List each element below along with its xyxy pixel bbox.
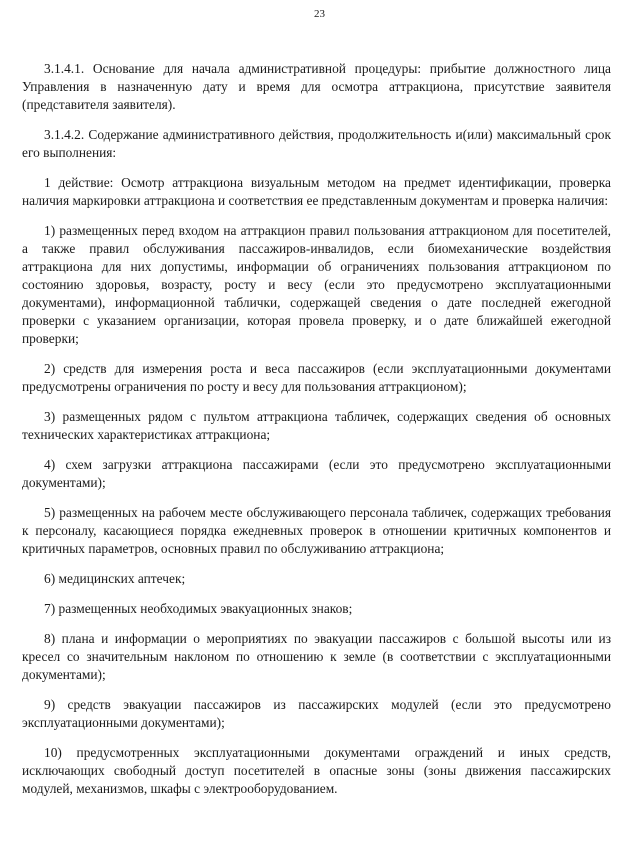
list-item-1: 1) размещенных перед входом на аттракцион правил пользования аттракционом для посетителей, а также правил обслуживания пассажиров-инвалидов, если биомеханические воздействия аттракциона для них допустимы, информации об ограничениях пользования аттракционом по состоянию здоровья, возрасту, росту и весу (если это предусмотрено эксплуатационными документами), информационной таблички, содержащей сведения о дате последней ежегодной проверки с указанием организации, которая провела проверку, и о дате ближайшей ежегодной проверки; — [22, 223, 611, 346]
list-item-9: 9) средств эвакуации пассажиров из пассажирских модулей (если это предусмотрено эксплуатационными документами); — [22, 697, 611, 730]
paragraph-3-1-4-1: 3.1.4.1. Основание для начала административной процедуры: прибытие должностного лица Управления в назначенную дату и время для осмотра аттракциона, присутствие заявителя (представителя заявителя). — [22, 61, 611, 112]
list-item-4: 4) схем загрузки аттракциона пассажирами (если это предусмотрено эксплуатационными документами); — [22, 457, 611, 490]
list-item-10: 10) предусмотренных эксплуатационными документами ограждений и иных средств, исключающих свободный доступ посетителей в опасные зоны (зоны движения пассажирских модулей, механизмов, шкафы с электрооборудованием. — [22, 745, 611, 796]
document-body — [22, 60, 611, 798]
paragraph-3-1-4-2: 3.1.4.2. Содержание административного действия, продолжительность и(или) максимальный срок его выполнения: — [22, 127, 611, 160]
paragraph-action-1: 1 действие: Осмотр аттракциона визуальным методом на предмет идентификации, проверка наличия маркировки аттракциона и соответствия ее представленным документам и проверка наличия: — [22, 175, 611, 208]
list-item-8: 8) плана и информации о мероприятиях по эвакуации пассажиров с большой высоты или из кресел со значительным наклоном по отношению к земле (в соответствии с эксплуатационными документами); — [22, 631, 611, 682]
list-item-5: 5) размещенных на рабочем месте обслуживающего персонала табличек, содержащих требования к персоналу, касающиеся порядка ежедневных проверок в отношении критичных компонентов и критичных параметров, основных правил по обслуживанию аттракциона; — [22, 505, 611, 556]
list-item-2: 2) средств для измерения роста и веса пассажиров (если эксплуатационными документами предусмотрены ограничения по росту и весу для пользования аттракционом); — [22, 361, 611, 394]
list-item-7: 7) размещенных необходимых эвакуационных знаков; — [44, 601, 353, 616]
list-item-3: 3) размещенных рядом с пультом аттракциона табличек, содержащих сведения об основных технических характеристиках аттракциона; — [22, 409, 611, 442]
page-number: 23 — [314, 8, 325, 20]
list-item-6: 6) медицинских аптечек; — [44, 571, 186, 586]
